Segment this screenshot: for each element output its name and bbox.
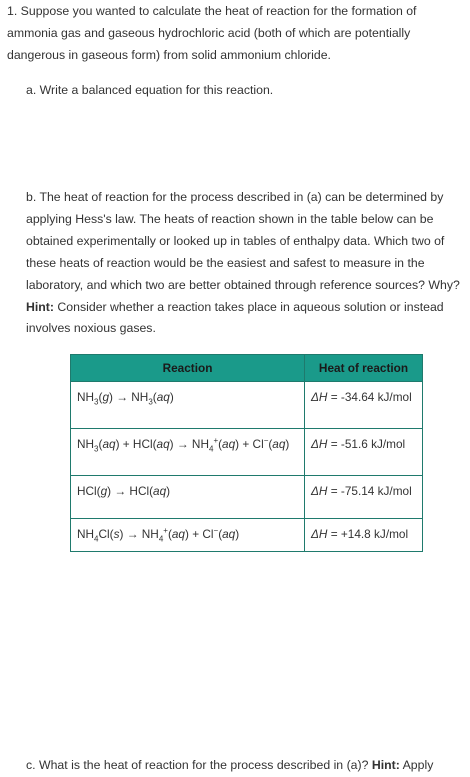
reaction-cell: HCl(g) → HCl(aq) (71, 476, 305, 519)
reaction-cell: $NH_4Cl(s) \to NH_4^+(aq) + Cl^-(aq)$ (71, 519, 305, 552)
part-a-question: a. Write a balanced equation for this reaction. (26, 83, 274, 97)
part-c-hint-text: Apply (402, 758, 434, 772)
table-header-row (71, 355, 423, 382)
part-b-question (26, 187, 468, 340)
reaction-cell: $NH_3(aq) + HCl(aq) \to NH_4^+(aq) + Cl^-(aq)$ (71, 429, 305, 476)
table-row (71, 519, 423, 552)
part-c-question (26, 755, 466, 777)
table-row (71, 382, 423, 429)
part-c-text: c. What is the heat of reaction for the process described in (a)? (26, 758, 369, 772)
heat-cell: ΔH = -75.14 kJ/mol (305, 476, 423, 519)
part-b-hint-text: Consider whether a reaction takes place in aqueous solution or instead involves noxious gases. (26, 299, 444, 336)
heat-cell: ΔH = +14.8 kJ/mol (305, 519, 423, 552)
table-row (71, 429, 423, 476)
part-c-hint-label: Hint: (371, 758, 400, 772)
heat-cell: ΔH = -51.6 kJ/mol (305, 429, 423, 476)
heat-column-header: Heat of reaction (305, 355, 423, 382)
reaction-cell: $NH_3(g) \to NH_3(aq)$ (71, 382, 305, 429)
heat-cell: ΔH = -34.64 kJ/mol (305, 382, 423, 429)
heat-of-reaction-table (70, 354, 423, 552)
part-b-text: b. The heat of reaction for the process described in (a) can be determined by applying Hess's law. The heats of reaction shown in the table below can be obtained experimentally or looked up in tables of enthalpy data. Which two of these heats of reaction would be the easiest and safest to measure in the laboratory, and which two are better obtained through reference sources? Why? (26, 190, 460, 292)
part-b-hint-label: Hint: (26, 299, 54, 314)
question-intro: 1. Suppose you wanted to calculate the heat of reaction for the formation of ammonia gas and gaseous hydrochloric acid (both of which are potentially dangerous in gaseous form) from solid ammonium chloride. (7, 4, 417, 62)
reaction-column-header: Reaction (71, 355, 305, 382)
table-row (71, 476, 423, 519)
